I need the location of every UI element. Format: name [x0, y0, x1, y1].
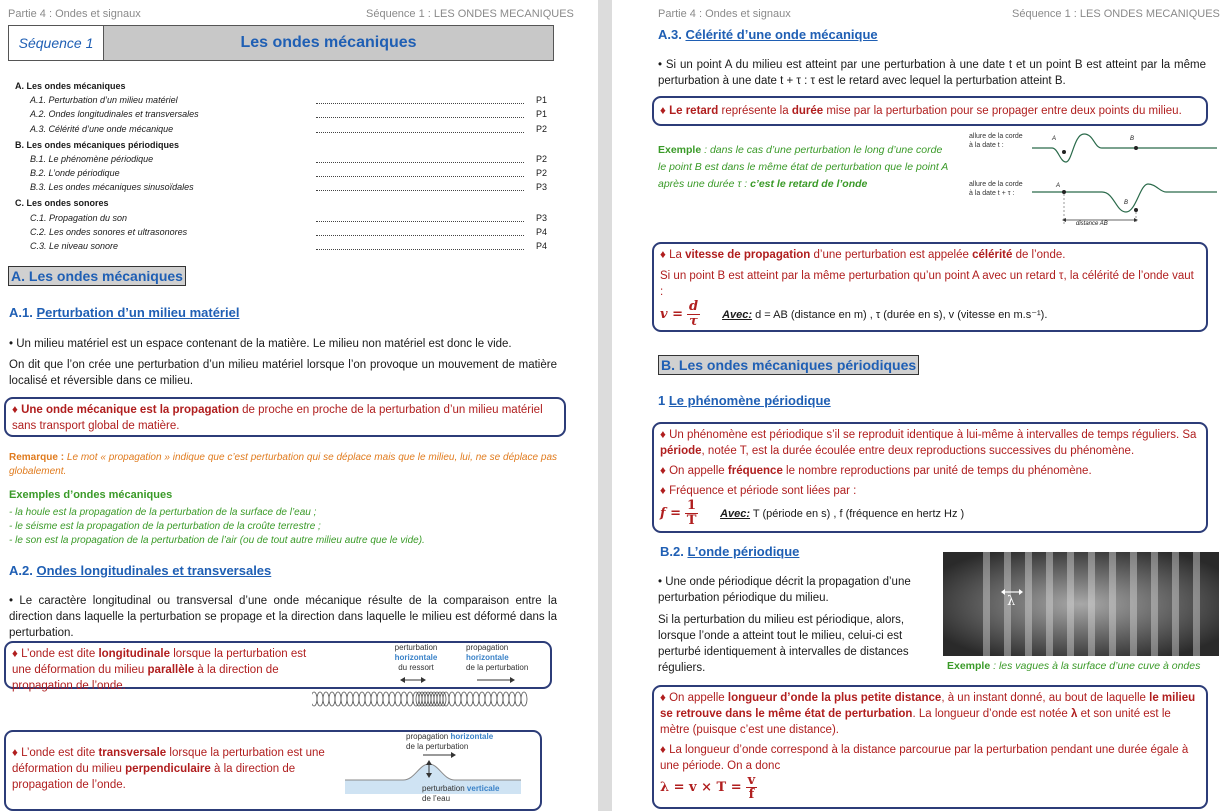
- frequency-formula-row: [660, 499, 1200, 528]
- label-line: horizontale: [394, 653, 438, 662]
- wave-tank-photo: [943, 552, 1219, 656]
- a3-heading: [658, 27, 878, 42]
- keyword-celerite: célérité: [972, 249, 1013, 261]
- toc-item[interactable]: C.2. Les ondes sonores et ultrasonores: [30, 227, 188, 237]
- title-box: [8, 25, 554, 61]
- header-left: Partie 4 : Ondes et signaux: [8, 8, 141, 20]
- lambda-label: λ: [1007, 594, 1016, 609]
- keyword: le milieu se retrouve dans le même état de perturbation: [660, 692, 1196, 720]
- wave-stripe: [1025, 552, 1032, 656]
- label-line: à la date t + τ :: [969, 190, 1015, 197]
- keyword-periode: période: [660, 445, 702, 457]
- label-b: B: [1124, 200, 1129, 206]
- a3-paragraph: • Si un point A du milieu est atteint par une perturbation à une date t et un point B est atteint par la même perturbation à une date t + τ : τ est le retard avec lequel la perturbation atteint B.: [658, 59, 1206, 87]
- b2-paragraph-2: Si la perturbation du milieu est périodique, alors, lorsque l’onde a atteint tout le milieu, celui-ci est perturbé identiquement à intervalles de distances réguliers.: [658, 614, 909, 674]
- spring-coil: [503, 692, 509, 706]
- a3-title: Célérité d’une onde mécanique: [685, 27, 878, 42]
- example-label: Exemple: [658, 144, 702, 156]
- a1-paragraph-2: On dit que l’on crée une perturbation d’un milieu matériel lorsque l’on provoque un mouvement de matière localisé et réversible dans ce milieu.: [9, 359, 557, 387]
- text-span: ♦ On appelle: [660, 465, 728, 477]
- b1-number: 1: [658, 393, 666, 408]
- toc-section[interactable]: B. Les ondes mécaniques périodiques: [15, 140, 180, 150]
- formula-fraction: [685, 499, 698, 528]
- point-a: [1062, 190, 1066, 194]
- rope-example: [658, 142, 968, 193]
- spring-coil: [359, 692, 365, 706]
- wave-stripe: [1172, 552, 1179, 656]
- wave-tank-stripes: [943, 552, 1219, 656]
- formula-definitions: [722, 307, 1047, 323]
- toc-page: P1: [536, 95, 548, 105]
- text-span: , à un instant donné, au bout de laquelle: [941, 692, 1150, 704]
- toc-section[interactable]: C. Les ondes sonores: [15, 198, 109, 208]
- rope-label-2: [969, 180, 1023, 198]
- wave-stripe: [1109, 552, 1116, 656]
- formula-denominator: τ: [689, 314, 698, 329]
- spring-illustration: [312, 675, 546, 707]
- example-bold: c’est le retard de l’onde: [750, 178, 868, 190]
- a2-heading: [9, 563, 271, 578]
- a2-title: Ondes longitudinales et transversales: [36, 563, 272, 578]
- text-span: le nombre reproductions par unité de temps du phénomène.: [782, 465, 1092, 477]
- definition-text: de proche en proche de la perturbation d’un milieu matériel sans transport global de matière.: [12, 404, 543, 432]
- definition-text: T (période en s) , f (fréquence en hertz Hz ): [750, 507, 965, 520]
- text-span: ♦ Un phénomène est périodique s’il se reproduit identique à lui-même à intervalles de temps réguliers. Sa: [660, 429, 1197, 441]
- text-span: lorsque la perturbation est une déformation du milieu: [12, 648, 307, 676]
- keyword-parallele: parallèle: [147, 664, 195, 676]
- toc-item[interactable]: B.2. L’onde périodique: [30, 168, 120, 178]
- toc-item[interactable]: A.3. Célérité d’une onde mécanique: [30, 124, 174, 134]
- formula-fraction: [687, 300, 700, 329]
- spring-coil: [389, 692, 395, 706]
- section-a-heading: A. Les ondes mécaniques: [8, 266, 186, 286]
- a1-paragraph-1: • Un milieu matériel est un espace contenant de la matière. Le milieu non matériel est donc le vide.: [9, 338, 512, 350]
- toc-page: P4: [536, 241, 548, 251]
- keyword-vitesse: vitesse de propagation: [685, 249, 811, 261]
- example-item: - la houle est la propagation de la perturbation de la surface de l’eau ;: [9, 507, 317, 518]
- spring-coil: [407, 692, 413, 706]
- header-right: Séquence 1 : LES ONDES MECANIQUES: [366, 8, 574, 20]
- formula-lhs: f =: [660, 505, 682, 521]
- water-label-top: [406, 732, 493, 752]
- point-a: [1062, 150, 1066, 154]
- point-b: [1134, 146, 1138, 150]
- text-span: lorsque la perturbation est une déformation du milieu: [12, 747, 325, 775]
- toc-page: P4: [536, 227, 548, 237]
- speed-box: [652, 242, 1208, 332]
- label-line: du ressort: [398, 663, 434, 672]
- text-span: de l’onde.: [1012, 249, 1066, 261]
- keyword-longitudinale: longitudinale: [98, 648, 170, 660]
- label-line: allure de la corde: [969, 181, 1023, 188]
- keyword-retard: Le retard: [669, 105, 719, 117]
- toc-page: P2: [536, 154, 548, 164]
- label-a: A: [1052, 136, 1057, 142]
- spring-coil: [371, 692, 377, 706]
- spring-coil: [323, 692, 329, 706]
- wave-stripe: [1067, 552, 1074, 656]
- remark: [9, 451, 557, 479]
- spring-coil: [461, 692, 467, 706]
- toc-leader: [316, 124, 524, 133]
- label-line: allure de la corde: [969, 133, 1023, 140]
- spring-coil: [509, 692, 515, 706]
- definition-box-onde: [4, 397, 566, 437]
- keyword-duree: durée: [791, 105, 824, 117]
- b1-title: Le phénomène périodique: [668, 393, 831, 408]
- keyword-transversale: transversale: [98, 747, 167, 759]
- relation-text: ♦ Fréquence et période sont liées par :: [660, 485, 857, 497]
- toc-item[interactable]: B.3. Les ondes mécaniques sinusoïdales: [30, 182, 194, 192]
- formula-lhs: v =: [660, 306, 683, 322]
- toc-leader: [316, 182, 524, 191]
- toc-item[interactable]: A.1. Perturbation d’un milieu matériel: [30, 95, 178, 105]
- water-label-bottom: [422, 784, 499, 804]
- example-line: : dans le cas d’une perturbation le long d’une corde: [701, 144, 943, 156]
- formula-numerator: v: [747, 773, 756, 788]
- toc-leader: [316, 227, 524, 236]
- header-right: Séquence 1 : LES ONDES MECANIQUES: [1012, 8, 1220, 20]
- left-page: [0, 0, 598, 811]
- wavelength-box: [652, 685, 1208, 809]
- text-span: d’une perturbation est appelée: [810, 249, 973, 261]
- transversal-text: [12, 745, 342, 793]
- toc-section[interactable]: A. Les ondes mécaniques: [15, 81, 126, 91]
- example-line: après une durée τ :: [658, 178, 751, 190]
- tank-caption: [947, 659, 1200, 673]
- label-line: de la perturbation: [406, 742, 469, 751]
- spring-coil: [347, 692, 353, 706]
- toc-page: P2: [536, 168, 548, 178]
- wave-stripe: [1130, 552, 1137, 656]
- text-span: . La longueur d’onde est notée: [912, 708, 1072, 720]
- label-line: de l’eau: [422, 794, 451, 803]
- wave-stripe: [983, 552, 990, 656]
- spring-coil: [473, 692, 479, 706]
- label-part: verticale: [466, 784, 500, 793]
- text-span: représente la: [718, 105, 792, 117]
- toc-item[interactable]: C.1. Propagation du son: [30, 213, 128, 223]
- section-b-heading: B. Les ondes mécaniques périodiques: [658, 355, 919, 375]
- remark-text: Le mot « propagation » indique que c’est perturbation qui se déplace mais que le milieu, lui, ne se déplace pas globalement.: [9, 452, 557, 477]
- formula-definitions: [720, 506, 964, 522]
- formula-denominator: T: [686, 513, 697, 528]
- label-line: horizontale: [466, 653, 509, 662]
- spring-coil: [317, 692, 323, 706]
- text-span: ♦ L’onde est dite: [12, 648, 99, 660]
- keyword-frequence: fréquence: [727, 465, 783, 477]
- wave-stripe: [1193, 552, 1200, 656]
- formula-numerator: d: [688, 299, 699, 314]
- example-text: : les vagues à la surface d’une cuve à ondes: [990, 660, 1201, 672]
- rope-label-1: [969, 132, 1023, 150]
- a3-number: A.3.: [658, 27, 682, 42]
- definition-bold: ♦ Une onde mécanique est la propagation: [12, 404, 239, 416]
- longitudinal-text: [12, 646, 312, 694]
- examples-title: Exemples d’ondes mécaniques: [9, 489, 173, 501]
- spring-coil: [491, 692, 497, 706]
- toc-leader: [316, 154, 524, 163]
- spring-label-right: [466, 643, 546, 673]
- example-item: - le son est la propagation de la perturbation de l’air (ou de tout autre milieu autre que le vide).: [9, 535, 425, 546]
- avec-label: Avec:: [720, 507, 751, 520]
- a1-title: Perturbation d’un milieu matériel: [36, 305, 240, 320]
- toc-item[interactable]: C.3. Le niveau sonore: [30, 241, 119, 251]
- spring-coil: [455, 692, 461, 706]
- text-span: ♦ On appelle: [660, 692, 728, 704]
- b2-number: B.2.: [660, 544, 684, 559]
- spring-coil: [479, 692, 485, 706]
- keyword-perpendiculaire: perpendiculaire: [125, 763, 211, 775]
- example-item: - le séisme est la propagation de la perturbation de la croûte terrestre ;: [9, 521, 321, 532]
- spring-coil: [365, 692, 371, 706]
- wave-stripe: [1046, 552, 1053, 656]
- keyword-lambda: λ: [1071, 708, 1078, 720]
- sequence-label: Séquence 1: [9, 26, 104, 60]
- spring-coil: [485, 692, 491, 706]
- b1-heading: [658, 393, 831, 408]
- a2-number: A.2.: [9, 563, 33, 578]
- rope-illustration: [1032, 132, 1217, 232]
- formula-denominator: f: [748, 787, 755, 802]
- text-span: ♦ L’onde est dite: [12, 747, 99, 759]
- a2-paragraph: • Le caractère longitudinal ou transversal d’une onde mécanique résulte de la comparaison entre la direction dans laquelle la perturbation se propage et la direction dans laquelle le milieu est déformé dans la perturbation.: [9, 595, 557, 639]
- avec-label: Avec:: [722, 308, 753, 321]
- example-line: le point B est dans le même état de perturbation que le point A: [658, 161, 949, 173]
- wave-stripe: [1088, 552, 1095, 656]
- text-span: mise par la perturbation pour se propager entre deux points du milieu.: [823, 105, 1182, 117]
- spring-coil: [353, 692, 359, 706]
- toc-page: P1: [536, 109, 548, 119]
- spring-coil: [329, 692, 335, 706]
- toc-page: P2: [536, 124, 548, 134]
- keyword: longueur d’onde la plus petite distance: [727, 692, 942, 704]
- spring-coil: [341, 692, 347, 706]
- toc-item[interactable]: B.1. Le phénomène périodique: [30, 154, 154, 164]
- formula-lhs: λ = v × T =: [660, 779, 742, 795]
- text-span: ♦: [660, 105, 670, 117]
- text-span: ♦ La: [660, 249, 686, 261]
- spring-coil: [401, 692, 407, 706]
- speed-paragraph: Si un point B est atteint par la même perturbation qu’un point A avec un retard τ, la célérité de l’onde vaut :: [660, 270, 1194, 298]
- toc-leader: [316, 95, 524, 104]
- retard-box: [652, 96, 1208, 126]
- label-line: de la perturbation: [466, 663, 529, 672]
- toc-leader: [316, 109, 524, 118]
- remark-label: Remarque :: [9, 452, 65, 463]
- header-left: Partie 4 : Ondes et signaux: [658, 8, 791, 20]
- spring-coil: [312, 692, 317, 706]
- text-span: à la direction de propagation de l’onde.: [12, 763, 296, 791]
- spring-label-left: [386, 643, 446, 673]
- toc-page: P3: [536, 182, 548, 192]
- text-span: et son unité est le mètre (puisque c’est une distance).: [660, 708, 1171, 736]
- toc-leader: [316, 213, 524, 222]
- spring-coil: [383, 692, 389, 706]
- toc-item[interactable]: A.2. Ondes longitudinales et transversales: [30, 109, 199, 119]
- toc-page: P3: [536, 213, 548, 223]
- toc-leader: [316, 241, 524, 250]
- text-span: à la direction de propagation de l’onde.: [12, 664, 279, 692]
- wavelength-relation: ♦ La longueur d’onde correspond à la distance parcourue par la perturbation pendant une durée égale à une période. On a donc: [660, 744, 1189, 772]
- toc-leader: [316, 168, 524, 177]
- speed-formula-row: [660, 300, 1200, 329]
- spring-coil: [395, 692, 401, 706]
- label-part: propagation: [406, 732, 451, 741]
- spring-coil: [377, 692, 383, 706]
- a1-heading: [9, 305, 239, 320]
- periodic-box: [652, 422, 1208, 533]
- text-span: , notée T, est la durée écoulée entre deux reproductions successives du phénomène.: [701, 445, 1135, 457]
- spring-coil: [521, 692, 527, 706]
- spring-coil: [335, 692, 341, 706]
- spring-coil: [497, 692, 503, 706]
- b2-paragraph-1: • Une onde périodique décrit la propagation d’une perturbation périodique du milieu.: [658, 576, 911, 604]
- b2-title: L’onde périodique: [687, 544, 800, 559]
- spring-coil: [467, 692, 473, 706]
- wavelength-formula-row: [660, 774, 1200, 801]
- label-b: B: [1130, 136, 1135, 142]
- label-line: à la date t :: [969, 142, 1004, 149]
- example-label: Exemple: [947, 660, 991, 672]
- formula-fraction: [746, 774, 758, 801]
- spring-coil: [449, 692, 455, 706]
- label-a: A: [1056, 183, 1061, 189]
- definition-text: d = AB (distance en m) , τ (durée en s), v (vitesse en m.s⁻¹).: [752, 308, 1048, 321]
- label-part: horizontale: [450, 732, 494, 741]
- label-line: propagation: [466, 643, 509, 652]
- spring-coil: [515, 692, 521, 706]
- right-page: [612, 0, 1220, 811]
- a1-number: A.1.: [9, 305, 33, 320]
- wave-stripe: [1151, 552, 1158, 656]
- formula-numerator: 1: [687, 498, 697, 513]
- label-distance: distance AB: [1076, 221, 1108, 227]
- point-b: [1134, 208, 1138, 212]
- label-line: perturbation: [394, 643, 438, 652]
- b2-heading: [660, 544, 799, 559]
- page-title: Les ondes mécaniques: [104, 26, 553, 60]
- label-part: perturbation: [422, 784, 467, 793]
